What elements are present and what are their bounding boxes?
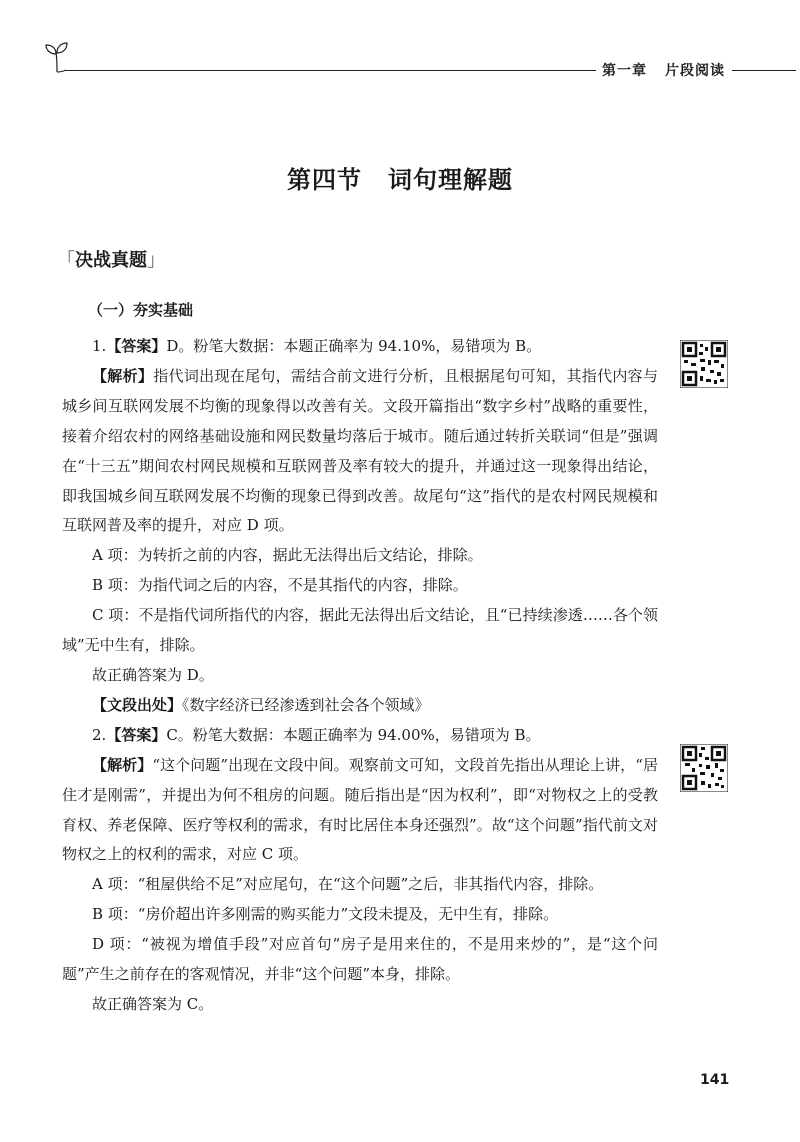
q2-option-a: A 项：“租屋供给不足”对应尾句，在“这个问题”之后，非其指代内容，排除。 xyxy=(92,875,604,894)
running-header xyxy=(44,40,796,80)
q1-answer xyxy=(62,332,658,362)
header-rule-right xyxy=(732,70,796,71)
q2-analysis-text: “这个问题”出现在文段中间。观察前文可知，文段首先指出从理论上讲，“居住才是刚需”，并提出为何不租房的问题。随后指出是“因为权利”，即“对物权之上的受教育权、养老保障、医疗等权利的需求，有时比居住本身还强烈”。故“这个问题”指代前文对物权之上的权利的需求，对应 C 项。 xyxy=(62,755,658,864)
page-number: 141 xyxy=(700,1072,730,1088)
header-section: 片段阅读 xyxy=(665,63,725,79)
q1-analysis-tag: 【解析】 xyxy=(92,366,154,385)
section-name: 词句理解题 xyxy=(388,166,513,194)
q2-answer-text: C。粉笔大数据：本题正确率为 94.00%，易错项为 B。 xyxy=(166,725,541,744)
qr-code-icon[interactable] xyxy=(680,744,728,792)
q2-analysis-tag: 【解析】 xyxy=(92,755,153,774)
q2-answer xyxy=(62,721,658,751)
header-chapter: 第一章 xyxy=(602,63,647,79)
q1-source xyxy=(62,691,658,721)
sprout-icon xyxy=(44,40,70,74)
header-rule xyxy=(66,70,614,71)
q1-option-a: A 项：为转折之前的内容，据此无法得出后文结论，排除。 xyxy=(92,546,483,565)
category-open-bracket: 「 xyxy=(57,250,75,271)
q1-analysis-text: 指代词出现在尾句，需结合前文进行分析，且根据尾句可知，其指代内容与城乡间互联网发展不均衡的现象得以改善有关。文段开篇指出“数字乡村”战略的重要性，接着介绍农村的网络基础设施和网民数量均落后于城市。随后通过转折关联词“但是”强调在“十三五”期间农村网民规模和互联网普及率有较大的提升，并通过这一现象得出结论，即我国城乡间互联网发展不均衡的现象已得到改善。故尾句“这”指代的是农村网民规模和互联网普及率的提升，对应 D 项。 xyxy=(62,366,658,535)
q2-number: 2. xyxy=(92,725,107,744)
q2-analysis xyxy=(62,751,658,871)
q1-option-b: B 项：为指代词之后的内容，不是其指代的内容，排除。 xyxy=(92,576,468,595)
q1-source-text: 《数字经济已经渗透到社会各个领域》 xyxy=(182,695,430,714)
q1-answer-text: D。粉笔大数据：本题正确率为 94.10%，易错项为 B。 xyxy=(166,337,542,355)
answer-body xyxy=(62,332,658,1020)
category-heading xyxy=(57,246,165,272)
category-close-bracket: 」 xyxy=(147,250,165,271)
q2-option-b: B 项：“房价超出许多刚需的购买能力”文段未提及，无中生有，排除。 xyxy=(92,905,559,924)
q2-option-d: D 项：“被视为增值手段”对应首句“房子是用来住的，不是用来炒的”，是“这个问题”产生之前存在的客观情况，并非“这个问题”本身，排除。 xyxy=(62,935,658,984)
q2-conclusion: 故正确答案为 C。 xyxy=(92,994,214,1013)
category-label: 决战真题 xyxy=(75,250,147,271)
q1-number: 1. xyxy=(92,337,107,355)
q1-option-c: C 项：不是指代词所指代的内容，据此无法得出后文结论，且“已持续渗透……各个领域”无中生有，排除。 xyxy=(62,606,658,655)
subsection-heading: （一）夯实基础 xyxy=(88,301,194,319)
q2-answer-tag: 【答案】 xyxy=(106,725,167,744)
q1-source-tag: 【文段出处】 xyxy=(92,695,183,714)
header-chapter-label xyxy=(596,60,731,80)
q1-analysis xyxy=(62,362,658,541)
section-number: 第四节 xyxy=(287,166,362,194)
q1-conclusion: 故正确答案为 D。 xyxy=(92,665,214,684)
qr-code-icon[interactable] xyxy=(680,340,728,388)
section-title xyxy=(0,160,800,195)
q1-answer-tag: 【答案】 xyxy=(106,337,167,355)
